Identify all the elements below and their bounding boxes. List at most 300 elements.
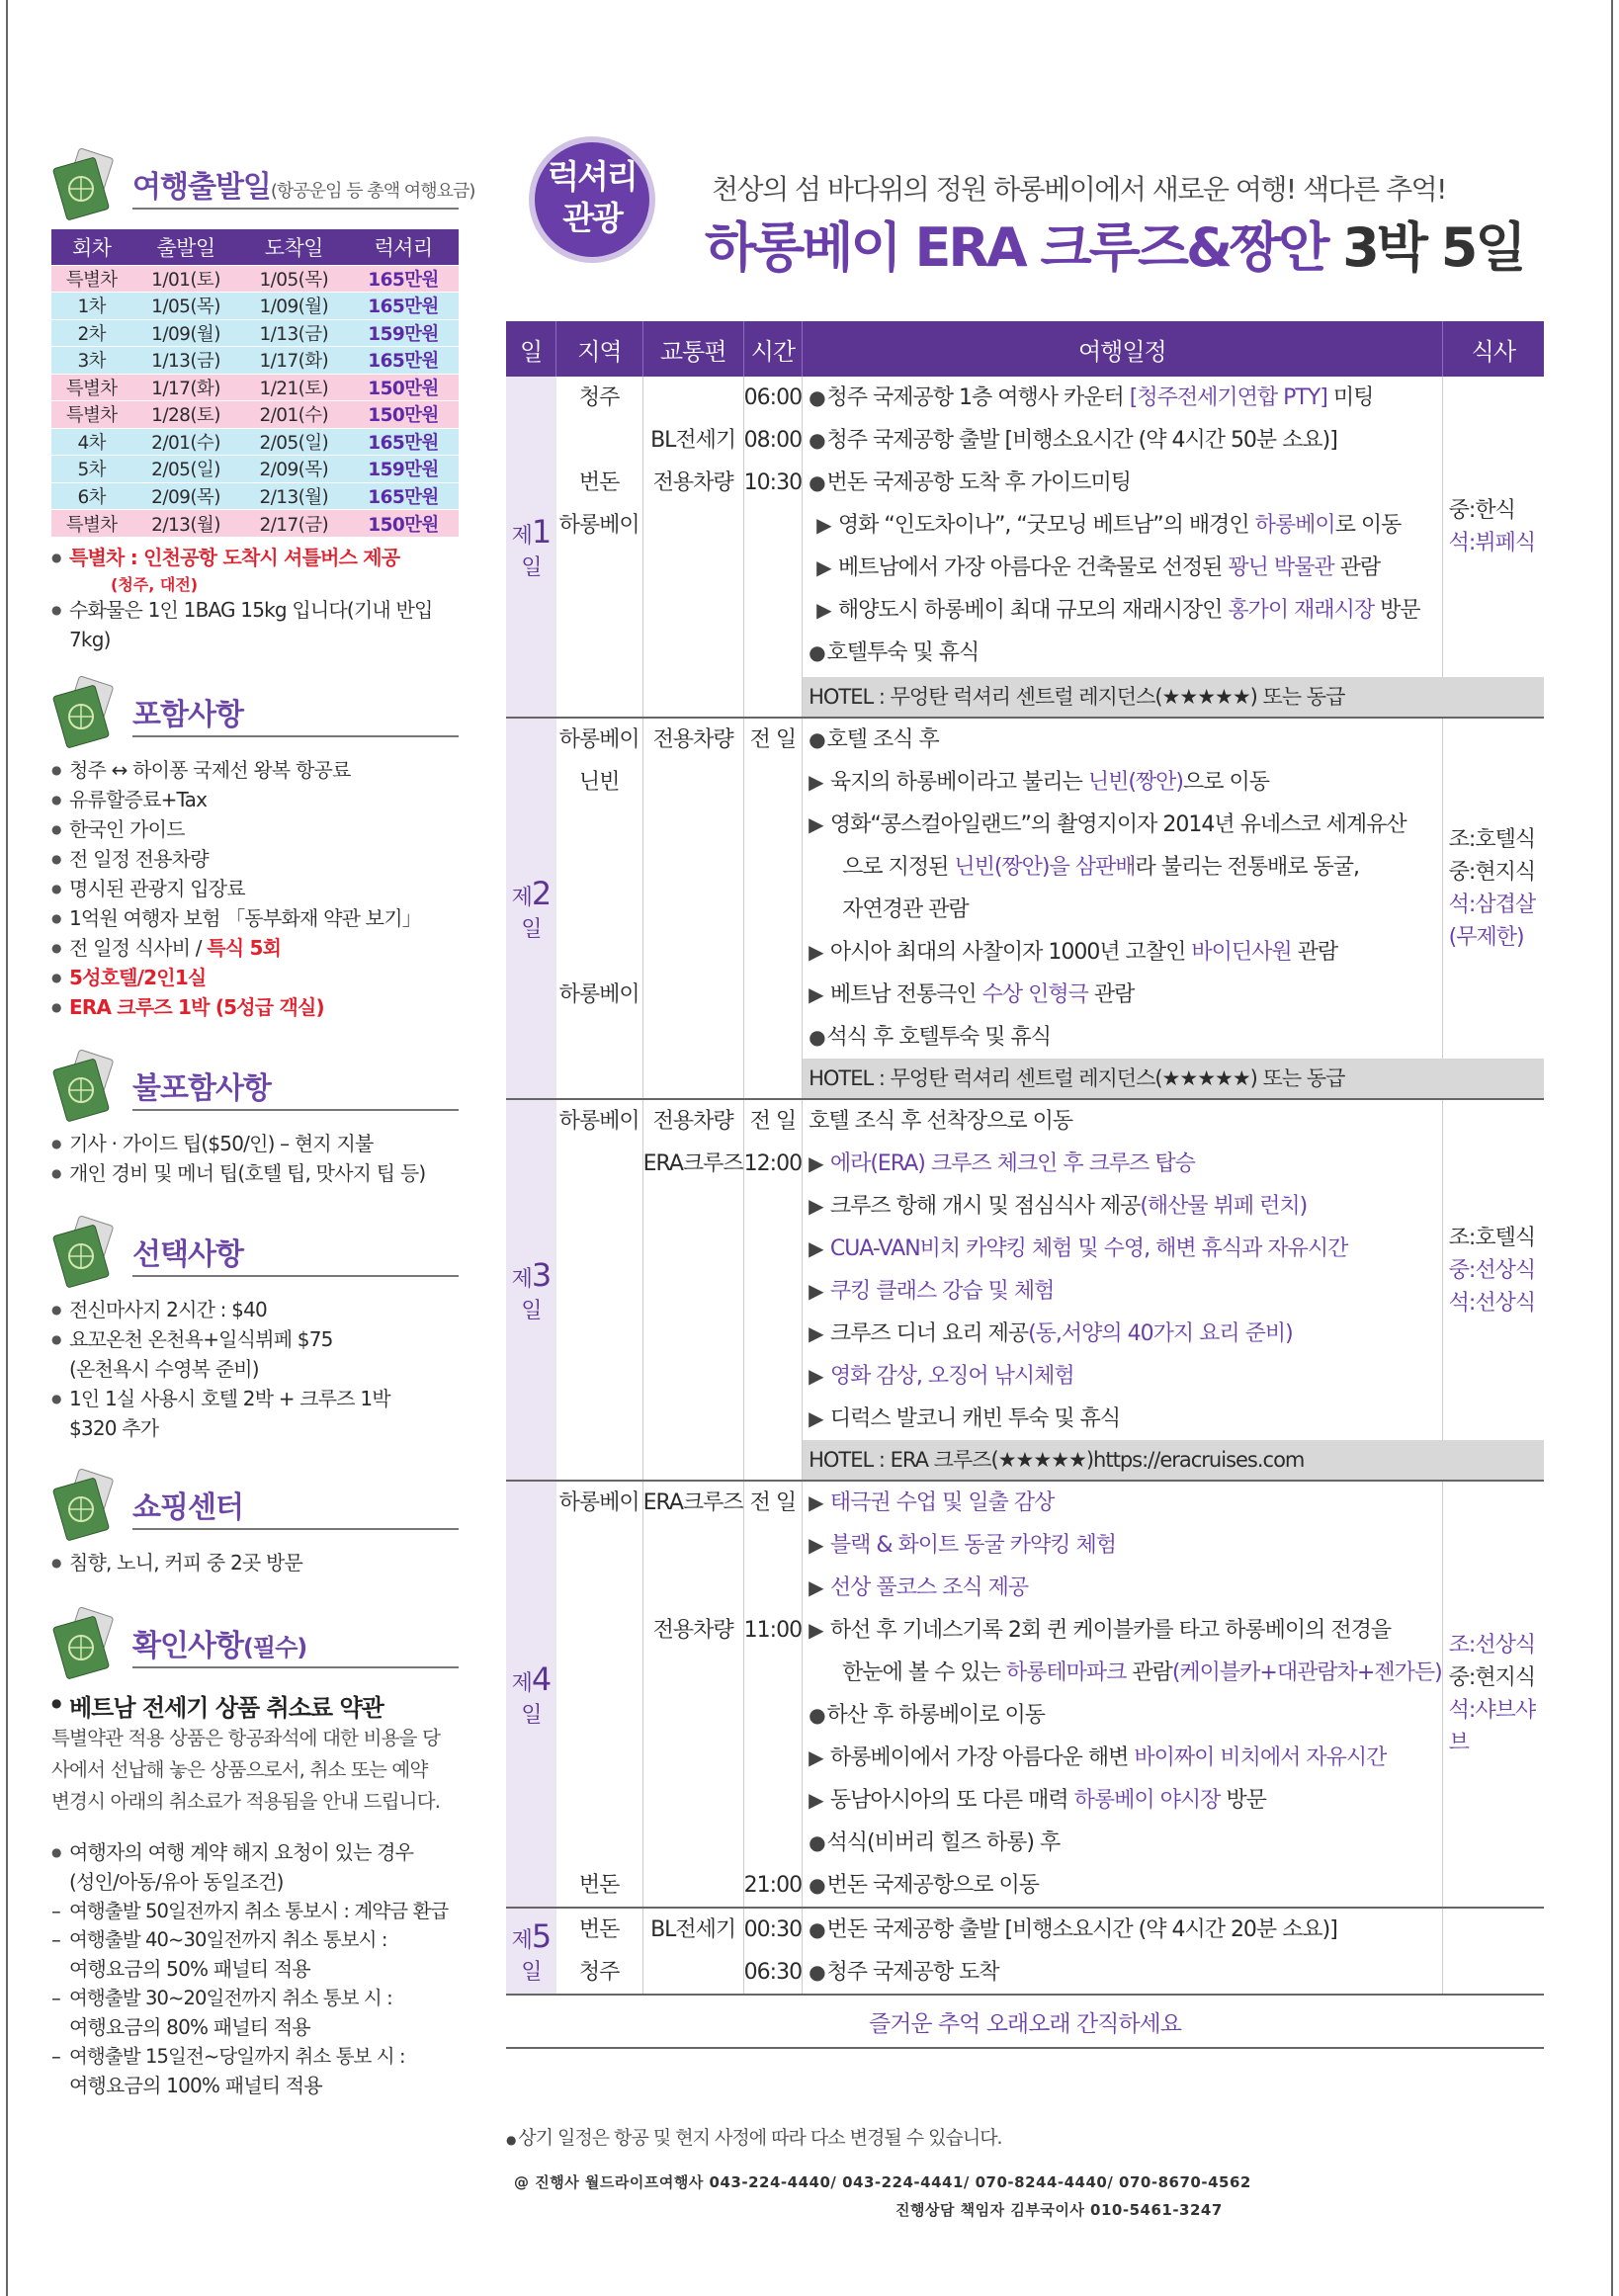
price-cell: 159만원	[348, 319, 459, 347]
transport-cell	[643, 846, 743, 889]
page-title: 하롱베이 ERA 크루즈&짱안 3박 5일	[705, 216, 1524, 279]
included-list	[51, 755, 459, 933]
table-cell: 2/13(월)	[131, 510, 239, 538]
table-cell: 2/13(월)	[240, 482, 348, 510]
bullet-icon: ●	[809, 1830, 825, 1854]
list-item-cont: $320 추가	[69, 1416, 159, 1440]
transport-cell	[643, 804, 743, 846]
time-cell	[744, 1185, 802, 1228]
optional-section-header	[51, 1216, 459, 1295]
table-cell: 1/01(토)	[131, 265, 239, 293]
hotel-info: HOTEL : ERA 크루즈(★★★★★)https://eracruises.com	[803, 1440, 1544, 1480]
column-header: 지역	[556, 321, 642, 377]
table-cell: 4차	[51, 428, 131, 456]
cancel-policy-text	[51, 1723, 459, 1818]
region-cell	[556, 1694, 642, 1737]
meal-item: 조:호텔식	[1448, 827, 1536, 852]
list-item-cont: (온천욕시 수영복 준비)	[69, 1357, 259, 1381]
penalty-item: – 여행출발 15일전~당일까지 취소 통보 시 :	[51, 2042, 459, 2071]
time-cell: 06:00	[743, 385, 803, 410]
highlight-text: [청주전세기연합 PTY]	[1129, 385, 1327, 410]
region-cell	[556, 1016, 642, 1059]
region-cell: 하롱베이	[558, 513, 639, 538]
transport-cell	[643, 1398, 743, 1440]
table-cell: 2/05(일)	[131, 456, 239, 483]
triangle-icon: ▶	[809, 1618, 828, 1642]
meal-item: 중:현지식	[1448, 1665, 1536, 1690]
region-cell	[556, 1609, 642, 1652]
triangle-icon: ▶	[809, 940, 828, 964]
itinerary-table	[506, 321, 1544, 2049]
list-item: ● 한국인 가이드	[51, 814, 459, 844]
day-number: 2	[531, 874, 552, 912]
highlight-text: (동,서양의 40가지 요리 준비)	[1028, 1321, 1293, 1346]
time-cell: 전 일	[749, 1490, 797, 1515]
transport-cell: BL전세기	[650, 428, 736, 453]
optional-title: 선택사항	[132, 1237, 243, 1272]
schedule-text: 베트남에서 가장 아름다운 건축물로 선정된	[837, 555, 1229, 580]
hotel-info: HOTEL : 무엉탄 럭셔리 센트럴 레지던스(★★★★★) 또는 동급	[803, 677, 1544, 717]
meal-item: 석:뷔페식	[1448, 530, 1536, 555]
schedule-line	[803, 761, 1442, 804]
region-cell	[556, 1143, 642, 1185]
meal-cell	[1442, 1099, 1544, 1440]
transport-cell	[643, 377, 743, 419]
schedule-line	[803, 1398, 1442, 1440]
bullet-icon: ●	[809, 727, 825, 751]
time-cell: 08:00	[743, 428, 803, 453]
schedule-text: 육지의 하롱베이라고 불리는	[829, 770, 1088, 795]
region-cell: 하롱베이	[558, 727, 639, 752]
schedule-text: 하선 후 기네스기록 2회 퀸 케이블카를 타고 하롱베이의 전경을	[829, 1618, 1392, 1643]
schedule-line	[803, 1909, 1442, 1951]
schedule-text: 디럭스 발코니 캐빈 투숙 및 휴식	[829, 1406, 1121, 1431]
region-cell	[556, 1398, 642, 1440]
time-cell	[744, 804, 802, 846]
day-row	[506, 1908, 1544, 1995]
schedule-text: 한눈에 볼 수 있는	[842, 1660, 1006, 1685]
price-cell: 165만원	[348, 347, 459, 375]
left-column	[51, 148, 475, 2100]
highlight-text: 하롱베이	[1254, 513, 1335, 538]
time-cell: 전 일	[749, 1109, 797, 1134]
time-cell: 10:30	[743, 470, 803, 495]
passport-icon	[51, 1050, 123, 1125]
triangle-icon: ▶	[809, 1490, 828, 1514]
column-header: 식사	[1442, 321, 1544, 377]
transport-cell	[643, 761, 743, 804]
time-column	[743, 718, 802, 1099]
time-cell	[744, 1228, 802, 1270]
region-column	[556, 377, 642, 718]
schedule-line	[803, 1185, 1442, 1228]
penalty-item: – 여행출발 50일전까지 취소 통보시 : 계약금 환급	[51, 1897, 459, 1925]
list-item-cont: (성인/아동/유아 동일조건)	[69, 1870, 284, 1894]
policy-line: 특별약관 적용 상품은 항공좌석에 대한 비용을 당	[51, 1727, 441, 1749]
time-cell	[744, 1737, 802, 1779]
bullet-icon: ●	[809, 1025, 825, 1049]
schedule-text: 석식 후 호텔투숙 및 휴식	[826, 1025, 1052, 1050]
day-number: 4	[531, 1659, 552, 1698]
day-number: 3	[531, 1255, 552, 1294]
column-header: 여행일정	[803, 321, 1443, 377]
list-item: ● 침향, 노니, 커피 중 2곳 방문	[51, 1548, 459, 1577]
bullet-icon: ●	[809, 385, 825, 409]
table-cell: 1/28(토)	[131, 401, 239, 429]
table-row	[51, 319, 459, 347]
bullet-icon: ●	[809, 1703, 825, 1727]
list-item: ● 전 일정 전용차량	[51, 844, 459, 874]
schedule-text: 청주 국제공항 출발 [비행소요시간 (약 4시간 50분 소요)]	[826, 428, 1337, 453]
schedule-line	[803, 1951, 1442, 1994]
footer-row	[506, 1995, 1544, 2048]
highlight-text: 닌빈(짱안)	[1087, 770, 1184, 795]
table-row	[51, 374, 459, 401]
footer-message: 즐거운 추억 오래오래 간직하세요	[506, 1995, 1544, 2048]
list-item: ● 청주 ↔ 하이퐁 국제선 왕복 항공료	[51, 755, 459, 785]
meal-cell	[1442, 1481, 1544, 1908]
schedule-line	[803, 804, 1442, 846]
table-cell: 2/01(수)	[240, 401, 348, 429]
transport-cell	[643, 1567, 743, 1609]
transport-cell	[643, 1524, 743, 1567]
price-cell: 165만원	[348, 293, 459, 320]
schedule-text: 크루즈 항해 개시 및 점심식사 제공	[829, 1194, 1141, 1219]
table-cell: 1/21(토)	[240, 374, 348, 401]
departure-table	[51, 229, 459, 537]
time-column	[743, 377, 802, 718]
transport-column	[642, 1099, 743, 1481]
region-cell	[556, 419, 642, 462]
penalty-item-cont: 여행요금의 50% 패널티 적용	[69, 1957, 310, 1981]
schedule-text: 방문	[1374, 598, 1420, 623]
time-column	[743, 1099, 802, 1481]
shopping-section-header	[51, 1469, 459, 1548]
region-column	[556, 1481, 642, 1908]
schedule-line	[803, 1355, 1442, 1398]
meal-cell	[1442, 377, 1544, 677]
schedule-line	[803, 1524, 1442, 1567]
schedule-cell	[803, 1481, 1443, 1908]
passport-icon	[51, 676, 123, 751]
transport-cell	[643, 1822, 743, 1864]
price-cell: 165만원	[348, 265, 459, 293]
schedule-text: 호텔 조식 후	[826, 727, 939, 752]
highlight-text: (케이블카+대관람차+젠가든)	[1171, 1660, 1442, 1685]
triangle-icon: ▶	[809, 1364, 828, 1388]
passport-icon	[51, 1469, 123, 1544]
schedule-text: 석식(비버리 힐즈 하롱) 후	[826, 1830, 1061, 1855]
triangle-icon: ▶	[809, 1406, 828, 1430]
table-row	[51, 510, 459, 538]
triangle-icon: ▶	[809, 770, 828, 794]
schedule-text: 호텔 조식 후 선착장으로 이동	[809, 1109, 1073, 1134]
time-column	[743, 1481, 802, 1908]
schedule-text: 하롱베이에서 가장 아름다운 해변	[829, 1745, 1135, 1770]
schedule-text: 라 불리는 전통배로 동굴,	[1135, 855, 1360, 880]
baggage-notice: ● 수화물은 1인 1BAG 15kg 입니다(기내 반입 7kg)	[51, 595, 459, 654]
table-row	[51, 456, 459, 483]
transport-column	[642, 377, 743, 718]
list-item: ● 여행자의 여행 계약 해지 요청이 있는 경우	[51, 1837, 459, 1867]
price-cell: 150만원	[348, 401, 459, 429]
schedule-text: 베트남 전통극인	[829, 982, 982, 1007]
schedule-text: 하산 후 하롱베이로 이동	[826, 1703, 1046, 1728]
time-cell	[744, 504, 802, 547]
schedule-text: 아시아 최대의 사찰이자 1000년 고찰인	[829, 940, 1192, 965]
triangle-icon: ▶	[809, 1151, 828, 1175]
schedule-line	[803, 1228, 1442, 1270]
schedule-line	[803, 1567, 1442, 1609]
table-cell: 2/05(일)	[240, 428, 348, 456]
table-row	[51, 293, 459, 320]
transport-cell	[643, 1016, 743, 1059]
policy-line: 변경시 아래의 취소료가 적용됨을 안내 드립니다.	[51, 1790, 441, 1813]
region-cell: 청주	[578, 1960, 620, 1985]
schedule-text: 관람	[1126, 1660, 1172, 1685]
region-column	[556, 1908, 642, 1995]
meal-item: 조:선상식	[1448, 1633, 1536, 1658]
bullet-icon: ●	[809, 1917, 825, 1941]
price-cell: 150만원	[348, 510, 459, 538]
transport-cell	[643, 1779, 743, 1822]
time-cell	[744, 1398, 802, 1440]
schedule-line	[803, 1779, 1442, 1822]
transport-cell	[643, 889, 743, 931]
time-cell	[744, 1822, 802, 1864]
table-cell: 특별차	[51, 401, 131, 429]
departure-title: 여행출발일(항공운임 등 총액 여행요금)	[132, 170, 475, 205]
schedule-line	[803, 1737, 1442, 1779]
region-cell: 번돈	[578, 1873, 620, 1898]
column-header: 럭셔리	[348, 229, 459, 265]
meal-cell	[1442, 1908, 1544, 1995]
region-cell	[556, 1524, 642, 1567]
schedule-cell	[803, 718, 1443, 1059]
column-header: 교통편	[642, 321, 743, 377]
day-label: 제5일	[506, 1908, 556, 1995]
excluded-list	[51, 1129, 459, 1188]
schedule-line	[803, 1652, 1442, 1694]
transport-cell: 전용차량	[652, 727, 733, 752]
triangle-icon: ▶	[816, 598, 836, 622]
schedule-text: 미팅	[1326, 385, 1374, 410]
schedule-text: 크루즈 디너 요리 제공	[829, 1321, 1029, 1346]
highlight-text: 쿠킹 클래스 강습 및 체험	[829, 1279, 1055, 1304]
transport-column	[642, 1481, 743, 1908]
table-row	[51, 265, 459, 293]
region-cell	[556, 674, 642, 717]
region-cell	[556, 889, 642, 931]
time-cell	[744, 674, 802, 717]
region-cell: 청주	[578, 385, 620, 410]
table-cell: 2차	[51, 319, 131, 347]
day-row	[506, 718, 1544, 1059]
triangle-icon: ▶	[809, 1745, 828, 1769]
transport-cell: ERA크루즈	[642, 1151, 743, 1176]
schedule-cell	[803, 377, 1443, 677]
hotel-cell	[803, 677, 1544, 718]
transport-cell	[643, 589, 743, 632]
table-cell: 1/09(월)	[240, 293, 348, 320]
schedule-text: 청주 국제공항 1층 여행사 카운터	[826, 385, 1130, 410]
schedule-text: 호텔투숙 및 휴식	[826, 640, 980, 665]
transport-cell: 전용차량	[652, 470, 733, 495]
highlight-text: CUA-VAN비치 카약킹 체험 및 수영, 해변 휴식과 자유시간	[829, 1236, 1348, 1261]
policy-line: 사에서 선납해 놓은 상품으로서, 취소 또는 예약	[51, 1758, 428, 1781]
penalty-item-cont: 여행요금의 100% 패널티 적용	[69, 2074, 322, 2097]
divider	[132, 1275, 459, 1277]
day-label: 제1일	[506, 377, 556, 718]
highlight-text: 블랙 & 화이트 동굴 카약킹 체험	[829, 1533, 1116, 1558]
penalty-item: – 여행출발 40~30일전까지 취소 통보시 :	[51, 1925, 459, 1954]
region-cell	[556, 1567, 642, 1609]
highlight-text: 닌빈(짱안)을 삼판배	[954, 855, 1136, 880]
day-number: 5	[531, 1916, 552, 1955]
highlight-text: 영화 감상, 오징어 낚시체험	[829, 1364, 1074, 1389]
time-cell	[744, 889, 802, 931]
table-cell: 1/05(목)	[240, 265, 348, 293]
time-column	[743, 1908, 802, 1995]
time-cell	[744, 974, 802, 1016]
transport-cell	[643, 931, 743, 974]
table-cell: 1/05(목)	[131, 293, 239, 320]
table-cell: 6차	[51, 482, 131, 510]
triangle-icon: ▶	[809, 1279, 828, 1303]
price-cell: 165만원	[348, 482, 459, 510]
table-cell: 1/17(화)	[240, 347, 348, 375]
list-item: ● 개인 경비 및 메너 팁(호텔 팁, 맛사지 팁 등)	[51, 1158, 459, 1188]
triangle-icon: ▶	[809, 1194, 828, 1218]
schedule-line	[803, 974, 1442, 1016]
table-row	[51, 428, 459, 456]
passport-icon	[51, 1607, 123, 1682]
triangle-icon: ▶	[809, 982, 828, 1006]
included-title: 포함사항	[132, 698, 243, 732]
meal-item: (무제한)	[1448, 925, 1524, 950]
region-cell	[556, 1355, 642, 1398]
table-cell: 특별차	[51, 374, 131, 401]
region-cell: 하롱베이	[558, 1109, 639, 1134]
transport-cell	[643, 504, 743, 547]
region-cell	[556, 632, 642, 674]
region-cell	[556, 1270, 642, 1313]
transport-cell	[643, 1864, 743, 1907]
table-row	[51, 482, 459, 510]
triangle-icon: ▶	[809, 1321, 828, 1345]
time-cell	[744, 846, 802, 889]
time-cell	[744, 1355, 802, 1398]
transport-cell	[643, 1185, 743, 1228]
schedule-line	[803, 1694, 1442, 1737]
schedule-line	[803, 1609, 1442, 1652]
table-cell: 2/17(금)	[240, 510, 348, 538]
region-cell	[556, 1185, 642, 1228]
highlight-text: 태극권 수업 및 일출 감상	[829, 1490, 1055, 1515]
schedule-text: 해양도시 하롱베이 최대 규모의 재래시장인	[837, 598, 1229, 623]
region-column	[556, 718, 642, 1099]
transport-column	[642, 1908, 743, 1995]
schedule-text: 번돈 국제공항으로 이동	[826, 1873, 1040, 1898]
meal-item: 중:선상식	[1448, 1257, 1536, 1283]
highlight-text: 홍가이 재래시장	[1228, 598, 1375, 623]
transport-cell	[643, 1652, 743, 1694]
transport-cell	[643, 1355, 743, 1398]
table-cell: 특별차	[51, 265, 131, 293]
region-cell	[556, 846, 642, 889]
meal-item: 중:현지식	[1448, 860, 1536, 885]
time-cell: 06:30	[743, 1960, 803, 1985]
list-item: ● 전 일정 식사비 / 특식 5회	[51, 933, 459, 963]
table-cell: 2/01(수)	[131, 428, 239, 456]
meal-item: 석:삼겹살	[1448, 893, 1536, 917]
schedule-line	[803, 846, 1442, 889]
time-cell	[744, 1313, 802, 1355]
region-cell	[556, 804, 642, 846]
transport-cell	[643, 974, 743, 1016]
schedule-cell	[803, 1099, 1443, 1440]
bullet-icon: ●	[809, 428, 825, 452]
luxury-tour-badge: 럭셔리 관광	[529, 136, 655, 263]
time-cell	[744, 1779, 802, 1822]
time-cell	[744, 931, 802, 974]
schedule-line	[803, 1016, 1442, 1059]
schedule-text: 관람	[1087, 982, 1135, 1007]
meal-item: 석:샤브샤브	[1448, 1698, 1536, 1755]
schedule-line	[803, 1482, 1442, 1524]
table-cell: 1차	[51, 293, 131, 320]
schedule-text: 방문	[1220, 1788, 1266, 1813]
transport-cell: ERA크루즈	[642, 1490, 743, 1515]
time-cell	[744, 1567, 802, 1609]
price-cell: 150만원	[348, 374, 459, 401]
table-row	[51, 401, 459, 429]
transport-cell	[643, 1694, 743, 1737]
passport-icon	[51, 1216, 123, 1291]
time-cell: 00:30	[743, 1917, 803, 1942]
schedule-line	[803, 632, 1442, 674]
price-cell: 165만원	[348, 428, 459, 456]
passport-icon	[51, 148, 123, 223]
time-cell	[744, 547, 802, 589]
transport-cell	[643, 632, 743, 674]
region-cell: 하롱베이	[558, 982, 639, 1007]
transport-cell	[643, 1228, 743, 1270]
schedule-cell	[803, 1908, 1443, 1995]
triangle-icon: ▶	[809, 1236, 828, 1260]
region-cell	[556, 931, 642, 974]
schedule-line	[803, 889, 1442, 931]
transport-cell	[643, 674, 743, 717]
schedule-line	[803, 589, 1442, 632]
time-cell	[744, 1694, 802, 1737]
list-item: ● ERA 크루즈 1박 (5성급 객실)	[51, 992, 459, 1022]
meal-item: 조:호텔식	[1448, 1225, 1536, 1250]
shuttle-notice: ● 특별차 : 인천공항 도착시 셔틀버스 제공	[51, 543, 459, 572]
schedule-text: 번돈 국제공항 출발 [비행소요시간 (약 4시간 20분 소요)]	[826, 1917, 1337, 1942]
transport-cell	[643, 1313, 743, 1355]
schedule-text: 동남아시아의 또 다른 매력	[829, 1788, 1074, 1813]
time-cell	[744, 1016, 802, 1059]
highlight-text: 꽝닌 박물관	[1228, 555, 1334, 580]
departure-section-header	[51, 148, 475, 227]
highlight-text: (해산물 뷔페 런치)	[1140, 1194, 1308, 1219]
time-cell: 11:00	[743, 1618, 803, 1643]
bullet-icon: ●	[809, 470, 825, 494]
highlight-text: 하롱베이 야시장	[1073, 1788, 1221, 1813]
shuttle-cities: (청주, 대전)	[111, 575, 199, 594]
transport-cell	[643, 1951, 743, 1994]
